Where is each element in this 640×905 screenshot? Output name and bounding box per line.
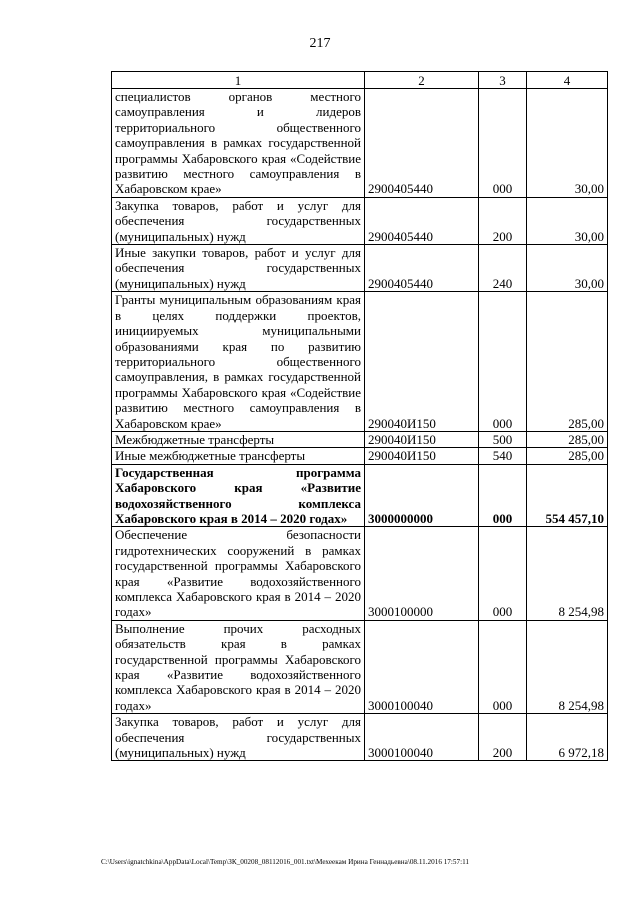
row-amount-cell: 30,00 xyxy=(527,245,608,292)
row-code-cell: 290040И150 xyxy=(365,448,479,464)
row-name-cell: Закупка товаров, работ и услуг для обеспечения государственных (муниципальных) нужд xyxy=(112,714,365,761)
row-code-cell: 2900405440 xyxy=(365,197,479,244)
table-row xyxy=(112,431,608,447)
table-row xyxy=(112,245,608,292)
table-row xyxy=(112,448,608,464)
table-row xyxy=(112,527,608,620)
table-row xyxy=(112,292,608,432)
column-header-4: 4 xyxy=(527,72,608,89)
row-amount-cell: 30,00 xyxy=(527,89,608,198)
column-header-1: 1 xyxy=(112,72,365,89)
row-type-cell: 500 xyxy=(479,431,527,447)
column-header-3: 3 xyxy=(479,72,527,89)
row-name-cell: специалистов органов местного самоуправления и лидеров территориального общественного самоуправления в рамках государственной программы Хабаровского края «Содействие развитию местного самоуправления в Хабаровском крае» xyxy=(112,89,365,198)
row-code-cell: 3000100000 xyxy=(365,527,479,620)
row-amount-cell: 6 972,18 xyxy=(527,714,608,761)
row-type-cell: 000 xyxy=(479,464,527,527)
row-code-cell: 2900405440 xyxy=(365,245,479,292)
file-path-footer: C:\Users\ignatchkina\AppData\Local\Temp\ЗК_00208_08112016_001.txt\Мехеекам Ирина Геннадьевна\08.11.2016 17:57:11 xyxy=(101,858,469,866)
row-name-cell: Гранты муниципальным образованиям края в целях поддержки проектов, инициируемых муниципальными образованиями края по развитию территориального общественного самоуправления, в рамках государственной программы Хабаровского края «Содействие развитию местного самоуправления в Хабаровском крае» xyxy=(112,292,365,432)
row-amount-cell: 554 457,10 xyxy=(527,464,608,527)
row-amount-cell: 8 254,98 xyxy=(527,620,608,713)
row-code-cell: 3000100040 xyxy=(365,714,479,761)
table-row xyxy=(112,620,608,713)
row-amount-cell: 285,00 xyxy=(527,448,608,464)
page-number: 217 xyxy=(309,36,331,51)
row-type-cell: 000 xyxy=(479,620,527,713)
row-amount-cell: 30,00 xyxy=(527,197,608,244)
row-type-cell: 000 xyxy=(479,527,527,620)
table-header xyxy=(112,72,608,89)
row-amount-cell: 285,00 xyxy=(527,292,608,432)
table-body xyxy=(112,89,608,761)
row-code-cell: 3000000000 xyxy=(365,464,479,527)
row-name-cell: Закупка товаров, работ и услуг для обеспечения государственных (муниципальных) нужд xyxy=(112,197,365,244)
row-code-cell: 290040И150 xyxy=(365,292,479,432)
row-code-cell: 3000100040 xyxy=(365,620,479,713)
row-name-cell: Обеспечение безопасности гидротехнических сооружений в рамках государственной программы Хабаровского края «Развитие водохозяйственного комплекса Хабаровского края в 2014 – 2020 годах» xyxy=(112,527,365,620)
row-type-cell: 000 xyxy=(479,292,527,432)
row-type-cell: 000 xyxy=(479,89,527,198)
table-row xyxy=(112,714,608,761)
column-header-2: 2 xyxy=(365,72,479,89)
row-type-cell: 540 xyxy=(479,448,527,464)
row-name-cell: Выполнение прочих расходных обязательств края в рамках государственной программы Хабаровского края «Развитие водохозяйственного комплекса Хабаровского края в 2014 – 2020 годах» xyxy=(112,620,365,713)
row-name-cell: Иные межбюджетные трансферты xyxy=(112,448,365,464)
row-type-cell: 200 xyxy=(479,197,527,244)
table-row xyxy=(112,197,608,244)
row-code-cell: 290040И150 xyxy=(365,431,479,447)
row-name-cell: Государственная программа Хабаровского края «Развитие водохозяйственного комплекса Хабаровского края в 2014 – 2020 годах» xyxy=(112,464,365,527)
row-amount-cell: 285,00 xyxy=(527,431,608,447)
row-type-cell: 200 xyxy=(479,714,527,761)
table-row xyxy=(112,89,608,198)
table-row xyxy=(112,464,608,527)
row-code-cell: 2900405440 xyxy=(365,89,479,198)
row-name-cell: Иные закупки товаров, работ и услуг для обеспечения государственных (муниципальных) нужд xyxy=(112,245,365,292)
budget-table xyxy=(111,71,608,761)
row-amount-cell: 8 254,98 xyxy=(527,527,608,620)
row-name-cell: Межбюджетные трансферты xyxy=(112,431,365,447)
row-type-cell: 240 xyxy=(479,245,527,292)
